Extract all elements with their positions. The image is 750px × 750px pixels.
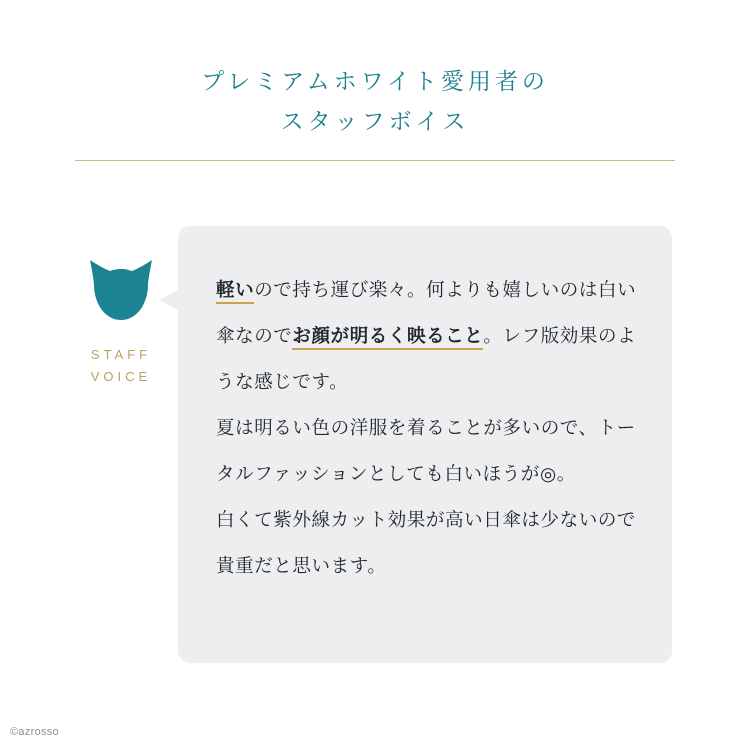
title-divider: [75, 160, 675, 161]
page-title-line-1: プレミアムホワイト愛用者の: [201, 69, 549, 94]
testimonial-highlight: 軽い: [216, 281, 254, 304]
page-title: [0, 62, 750, 142]
testimonial-text: 。レフ版効果のような感じです。: [216, 327, 637, 393]
staff-badge: [62, 258, 180, 388]
testimonial-paragraph: 夏は明るい色の洋服を着ることが多いので、トータルファッションとしても白いほうが◎。: [216, 419, 636, 485]
testimonial-paragraph: 白くて紫外線カット効果が高い日傘は少ないので貴重だと思います。: [216, 511, 637, 577]
page-title-line-2: スタッフボイス: [280, 109, 470, 134]
speech-bubble-tail: [160, 288, 180, 312]
staff-voice-testimonial: [178, 226, 672, 663]
testimonial-text: ので持ち運び楽々。何よりも嬉しいのは: [254, 281, 599, 301]
testimonial-highlight: お顔が明るく映ること: [292, 327, 483, 350]
staff-label-line-2: VOICE: [90, 369, 152, 384]
testimonial-text: 白い傘なので: [216, 281, 637, 347]
staff-label-line-1: STAFF: [90, 347, 152, 362]
staff-voice-label: [62, 344, 180, 388]
cat-head-icon: [84, 258, 158, 322]
copyright-credit: ©azrosso: [10, 726, 60, 738]
testimonial-paragraph: [216, 268, 638, 406]
